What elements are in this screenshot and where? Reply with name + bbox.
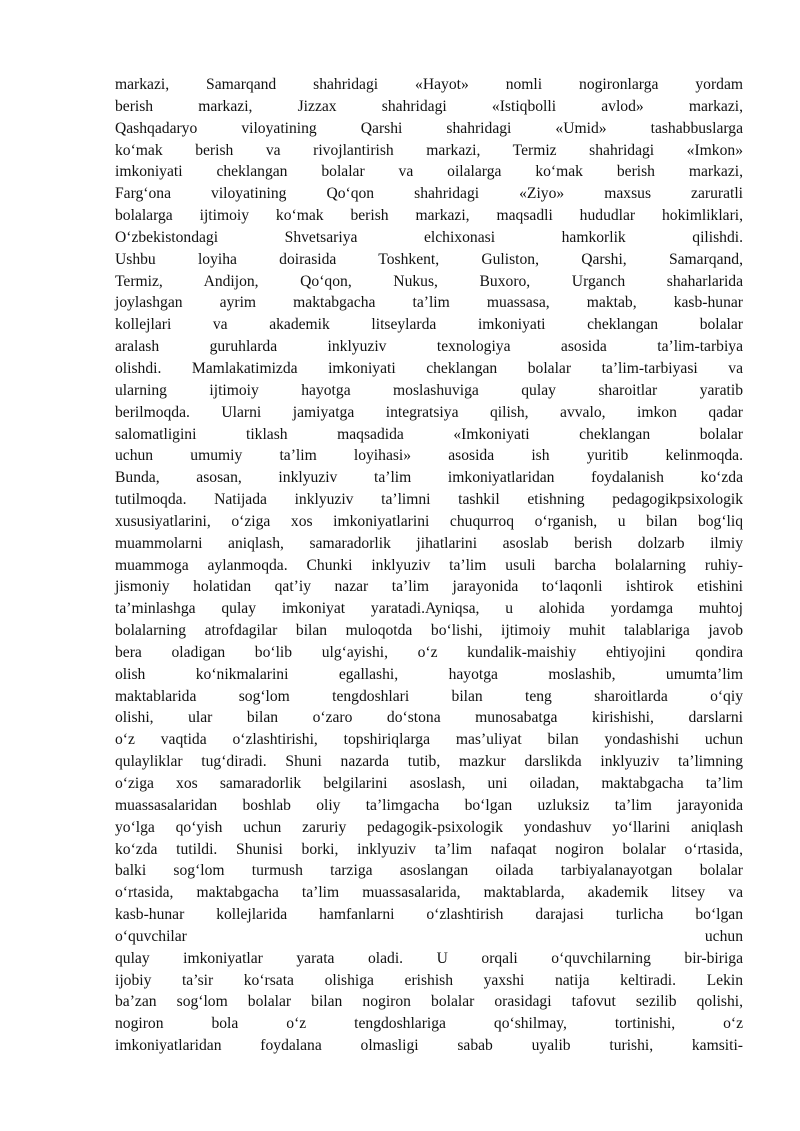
- text-line: kasb-hunar kollejlarida hamfanlarni o‘zlashtirish darajasi turlicha bo‘lgan: [115, 906, 743, 924]
- text-line: yo‘lga qo‘yish uchun zaruriy pedagogik-psixologik yondashuv yo‘llarini aniqlash: [115, 818, 743, 836]
- text-line: Bunda, asosan, inklyuziv ta’lim imkoniyatlaridan foydalanish ko‘zda: [115, 469, 743, 487]
- text-line: berilmoqda. Ularni jamiyatga integratsiya qilish, avvalo, imkon qadar: [115, 403, 743, 421]
- text-line: olishdi. Mamlakatimizda imkoniyati cheklangan bolalar ta’lim-tarbiyasi va: [115, 359, 743, 377]
- text-line: qulayliklar tug‘diradi. Shuni nazarda tutib, mazkur darslikda inklyuziv ta’limning: [115, 753, 743, 771]
- text-line: jismoniy holatidan qat’iy nazar ta’lim jarayonida to‘laqonli ishtirok etishini: [115, 578, 743, 596]
- text-line: xususiyatlarini, o‘ziga xos imkoniyatlarini chuqurroq o‘rganish, u bilan bog‘liq: [115, 512, 743, 530]
- text-line: bolalarga ijtimoiy ko‘mak berish markazi, maqsadli hududlar hokimliklari,: [115, 207, 743, 225]
- text-line: Termiz, Andijon, Qo‘qon, Nukus, Buxoro, Urganch shaharlarida: [115, 272, 743, 290]
- text-line: ko‘mak berish va rivojlantirish markazi, Termiz shahridagi «Imkon»: [115, 141, 743, 159]
- text-line: imkoniyatlaridan foydalana olmasligi sabab uyalib turishi, kamsiti-: [115, 1037, 743, 1055]
- text-line: kollejlari va akademik litseylarda imkoniyati cheklangan bolalar: [115, 316, 743, 334]
- text-line: bera oladigan bo‘lib ulg‘ayishi, o‘z kundalik-maishiy ehtiyojini qondira: [115, 643, 743, 661]
- text-line: Farg‘ona viloyatining Qo‘qon shahridagi «Ziyo» maxsus zaruratli: [115, 185, 743, 203]
- text-line: bolalarning atrofdagilar bilan muloqotda bo‘lishi, ijtimoiy muhit talablariga javob: [115, 622, 743, 640]
- document-body: [115, 74, 743, 1057]
- text-line: qulay imkoniyatlar yarata oladi. U orqali o‘quvchilarning bir-biriga: [115, 949, 743, 967]
- text-line: ba’zan sog‘lom bolalar bilan nogiron bolalar orasidagi tafovut sezilib qolishi,: [115, 993, 743, 1011]
- text-line: o‘rtasida, maktabgacha ta’lim muassasalarida, maktablarda, akademik litsey va: [115, 884, 743, 902]
- text-line: imkoniyati cheklangan bolalar va oilalarga ko‘mak berish markazi,: [115, 163, 743, 181]
- text-line: balki sog‘lom turmush tarziga asoslangan oilada tarbiyalanayotgan bolalar: [115, 862, 743, 880]
- text-line: salomatligini tiklash maqsadida «Imkoniyati cheklangan bolalar: [115, 425, 743, 443]
- text-line: maktablarida sog‘lom tengdoshlari bilan teng sharoitlarda o‘qiy: [115, 687, 743, 705]
- text-line: ko‘zda tutildi. Shunisi borki, inklyuziv ta’lim nafaqat nogiron bolalar o‘rtasida,: [115, 840, 743, 858]
- text-line: o‘ziga xos samaradorlik belgilarini asoslash, uni oiladan, maktabgacha ta’lim: [115, 775, 743, 792]
- text-line: O‘zbekistondagi Shvetsariya elchixonasi hamkorlik qilishdi.: [115, 228, 743, 246]
- text-line: berish markazi, Jizzax shahridagi «Istiqbolli avlod» markazi,: [115, 97, 743, 115]
- text-line: markazi, Samarqand shahridagi «Hayot» nomli nogironlarga yordam: [115, 76, 743, 93]
- text-line: o‘z vaqtida o‘zlashtirishi, topshiriqlarga mas’uliyat bilan yondashishi uchun: [115, 731, 743, 749]
- text-line: Qashqadaryo viloyatining Qarshi shahridagi «Umid» tashabbuslarga: [115, 119, 743, 137]
- text-line: Ushbu loyiha doirasida Toshkent, Guliston, Qarshi, Samarqand,: [115, 250, 743, 268]
- text-line: aralash guruhlarda inklyuziv texnologiya asosida ta’lim-tarbiya: [115, 338, 743, 356]
- text-line: ijobiy ta’sir ko‘rsata olishiga erishish yaxshi natija keltiradi. Lekin: [115, 971, 743, 989]
- text-line: tutilmoqda. Natijada inklyuziv ta’limni tashkil etishning pedagogikpsixologik: [115, 491, 743, 509]
- text-line: muammoga aylanmoqda. Chunki inklyuziv ta’lim usuli barcha bolalarning ruhiy-: [115, 556, 743, 574]
- text-line: uchun umumiy ta’lim loyihasi» asosida ish yuritib kelinmoqda.: [115, 447, 743, 465]
- text-line: ularning ijtimoiy hayotga moslashuviga qulay sharoitlar yaratib: [115, 381, 743, 399]
- text-line: muassasalaridan boshlab oliy ta’limgacha bo‘lgan uzluksiz ta’lim jarayonida: [115, 796, 743, 814]
- text-line: nogiron bola o‘z tengdoshlariga qo‘shilmay, tortinishi, o‘z: [115, 1015, 743, 1033]
- text-line: olishi, ular bilan o‘zaro do‘stona munosabatga kirishishi, darslarni: [115, 709, 743, 727]
- text-line: olish ko‘nikmalarini egallashi, hayotga moslashib, umumta’lim: [115, 665, 743, 683]
- text-line: muammolarni aniqlash, samaradorlik jihatlarini asoslab berish dolzarb ilmiy: [115, 534, 743, 552]
- text-line: ta’minlashga qulay imkoniyat yaratadi.Ayniqsa, u alohida yordamga muhtoj: [115, 600, 743, 618]
- text-line: joylashgan ayrim maktabgacha ta’lim muassasa, maktab, kasb-hunar: [115, 294, 743, 312]
- text-line: o‘quvchilar uchun: [115, 927, 743, 945]
